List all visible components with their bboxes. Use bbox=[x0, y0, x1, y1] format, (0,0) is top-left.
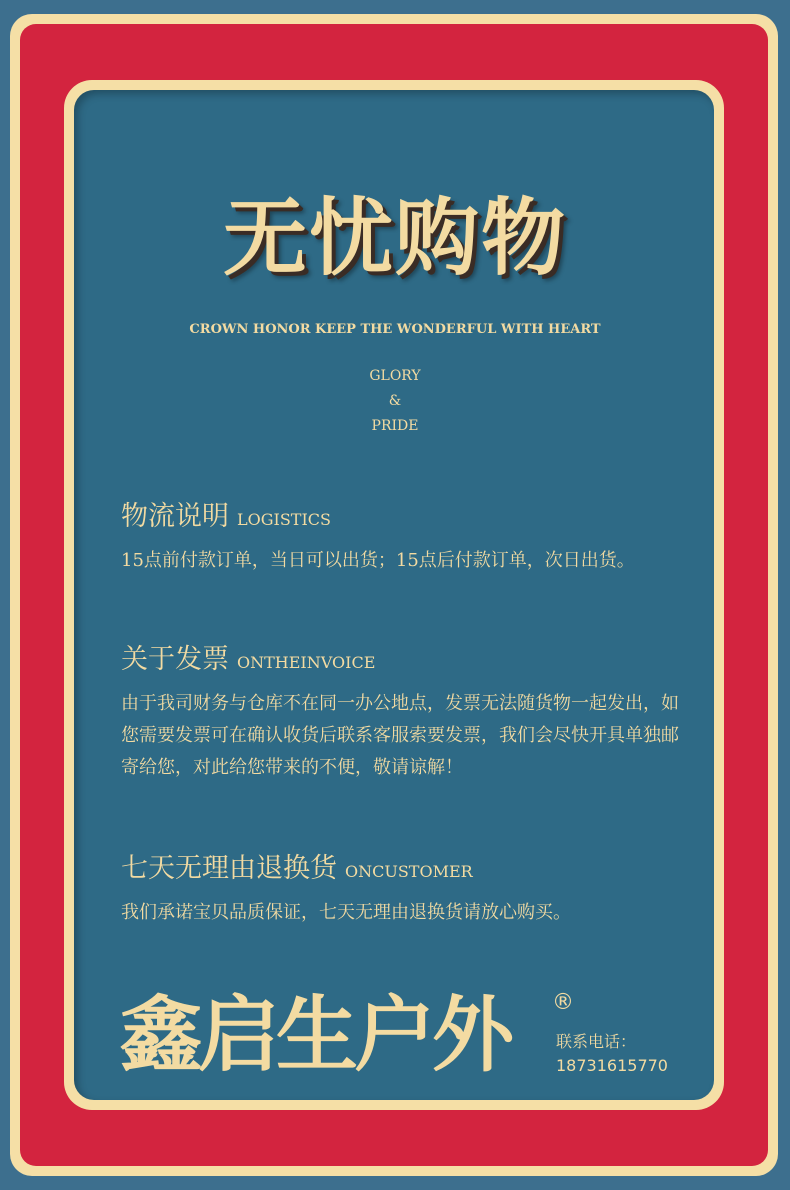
motto bbox=[0, 364, 790, 439]
section-title: 关于发票 bbox=[121, 644, 229, 675]
motto-line: PRIDE bbox=[371, 418, 419, 434]
section-title-en: ONTHEINVOICE bbox=[237, 653, 376, 672]
section-title-en: LOGISTICS bbox=[237, 510, 331, 529]
section-title: 七天无理由退换货 bbox=[121, 853, 337, 884]
registered-mark: ® bbox=[552, 990, 574, 1015]
motto-line: & bbox=[388, 393, 402, 409]
contact-info bbox=[556, 1030, 668, 1078]
brand-logo: 鑫启生户外 bbox=[120, 988, 511, 1083]
logistics-text: 15点前付款订单，当日可以出货；15点后付款订单，次日出货。 bbox=[121, 550, 635, 571]
subtitle: CROWN HONOR KEEP THE WONDERFUL WITH HEART bbox=[189, 322, 601, 337]
logistics-heading bbox=[121, 500, 331, 537]
return-policy-heading bbox=[121, 852, 473, 889]
section-title-en: ONCUSTOMER bbox=[345, 862, 473, 881]
invoice-heading bbox=[121, 643, 375, 680]
invoice-text: 由于我司财务与仓库不在同一办公地点，发票无法随货物一起发出，如您需要发票可在确认收货后联系客服索要发票，我们会尽快开具单独邮寄给您，对此给您带来的不便，敬请谅解！ bbox=[121, 693, 679, 778]
return-policy-text: 我们承诺宝贝品质保证，七天无理由退换货请放心购买。 bbox=[121, 902, 571, 923]
motto-line: GLORY bbox=[369, 368, 421, 384]
phone-number: 18731615770 bbox=[556, 1056, 668, 1075]
section-title: 物流说明 bbox=[121, 501, 229, 532]
page-title: 无忧购物 bbox=[222, 188, 567, 287]
contact-label: 联系电话： bbox=[556, 1032, 637, 1051]
